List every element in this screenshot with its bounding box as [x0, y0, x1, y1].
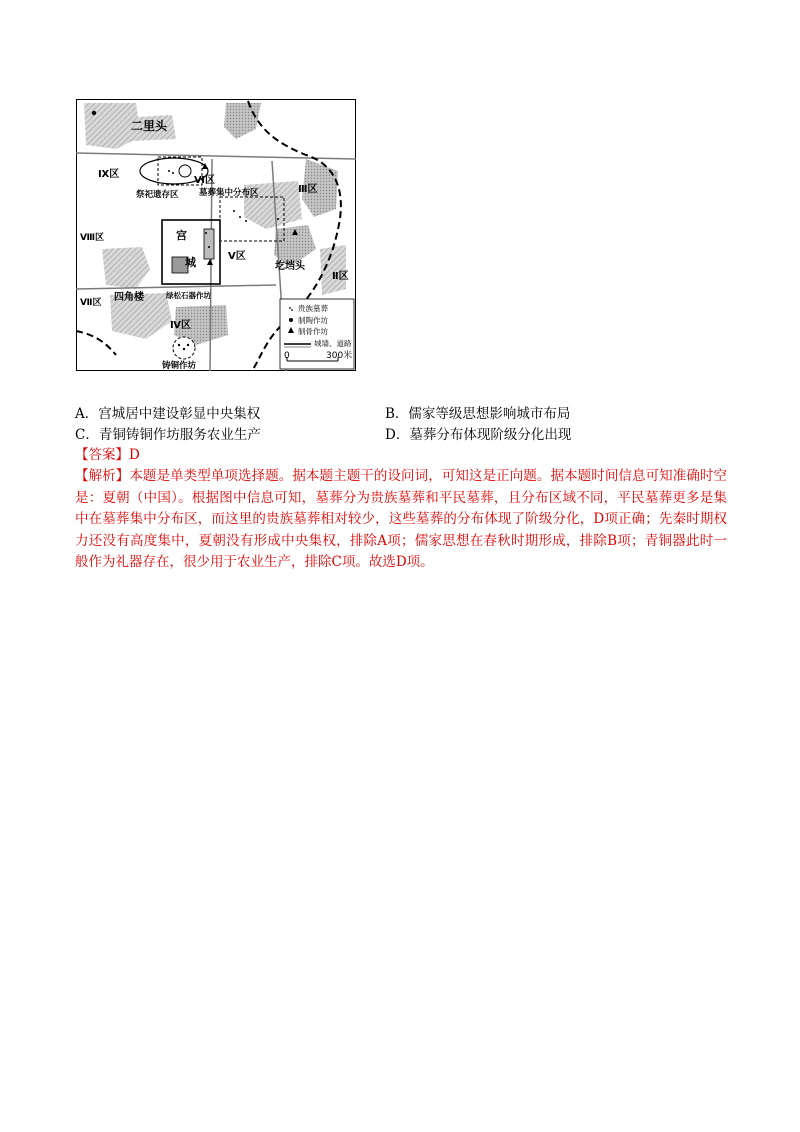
label-palace-1: 宫	[176, 229, 187, 242]
legend-noble-tombs: 贵族墓葬	[298, 304, 328, 313]
option-b: B．儒家等级思想影响城市布局	[385, 406, 571, 422]
option-c: C．青铜铸铜作坊服务农业生产	[75, 427, 261, 443]
answer-options	[75, 404, 725, 446]
legend-pottery: 制陶作坊	[298, 316, 328, 325]
label-sijiaolou: 四角楼	[114, 292, 144, 303]
legend-scale-max: 300米	[326, 351, 353, 361]
map-legend	[280, 299, 354, 369]
label-area-v: Ⅴ区	[228, 251, 246, 262]
label-tomb-zone: 墓葬集中分布区	[199, 188, 259, 198]
label-erlitou: 二里头	[131, 119, 168, 133]
label-palace-2: 城	[185, 256, 196, 269]
label-area-viii: Ⅷ区	[80, 233, 105, 243]
analysis-text: 【解析】本题是单类型单项选择题。据本题主题干的设问词，可知这是正向题。据本题时间信息可知准确时空是：夏朝（中国）。根据图中信息可知，墓葬分为贵族墓葬和平民墓葬，且分布区域不同，平民墓葬更多是集中在墓葬集中分布区，而这里的贵族墓葬相对较少，这些墓葬的分布体现了阶级分化，D项正确；先秦时期权力还没有高度集中，夏朝没有形成中央集权，排除A项；儒家思想在春秋时期形成，排除B项；青铜器此时一般作为礼器存在，很少用于农业生产，排除C项。故选D项。	[75, 468, 727, 570]
answer-line: 【答案】D	[75, 447, 140, 463]
label-area-ii: Ⅱ区	[332, 271, 349, 282]
label-bronze: 铸铜作坊	[162, 361, 197, 371]
option-d: D．墓葬分布体现阶级分化出现	[385, 427, 572, 443]
label-area-iv: Ⅳ区	[170, 320, 191, 331]
label-area-vi: Ⅵ区	[194, 175, 215, 186]
option-a: A．宫城居中建设彰显中央集权	[75, 406, 261, 422]
label-turquoise: 绿松石器作坊	[166, 291, 211, 300]
legend-scale-zero: 0	[284, 351, 290, 361]
label-area-vii: Ⅶ区	[80, 298, 102, 308]
label-area-iii: Ⅲ区	[298, 184, 318, 195]
map-svg	[76, 99, 356, 371]
label-sacrifice: 祭祀遗存区	[136, 190, 179, 200]
legend-bone: 制骨作坊	[298, 327, 328, 336]
erlitou-site-map	[76, 99, 356, 371]
label-getang: 圪垱头	[275, 261, 305, 272]
analysis-block	[75, 466, 727, 574]
label-area-ix: Ⅸ区	[98, 169, 120, 180]
legend-walls-roads: 城墙、道路	[314, 339, 352, 348]
